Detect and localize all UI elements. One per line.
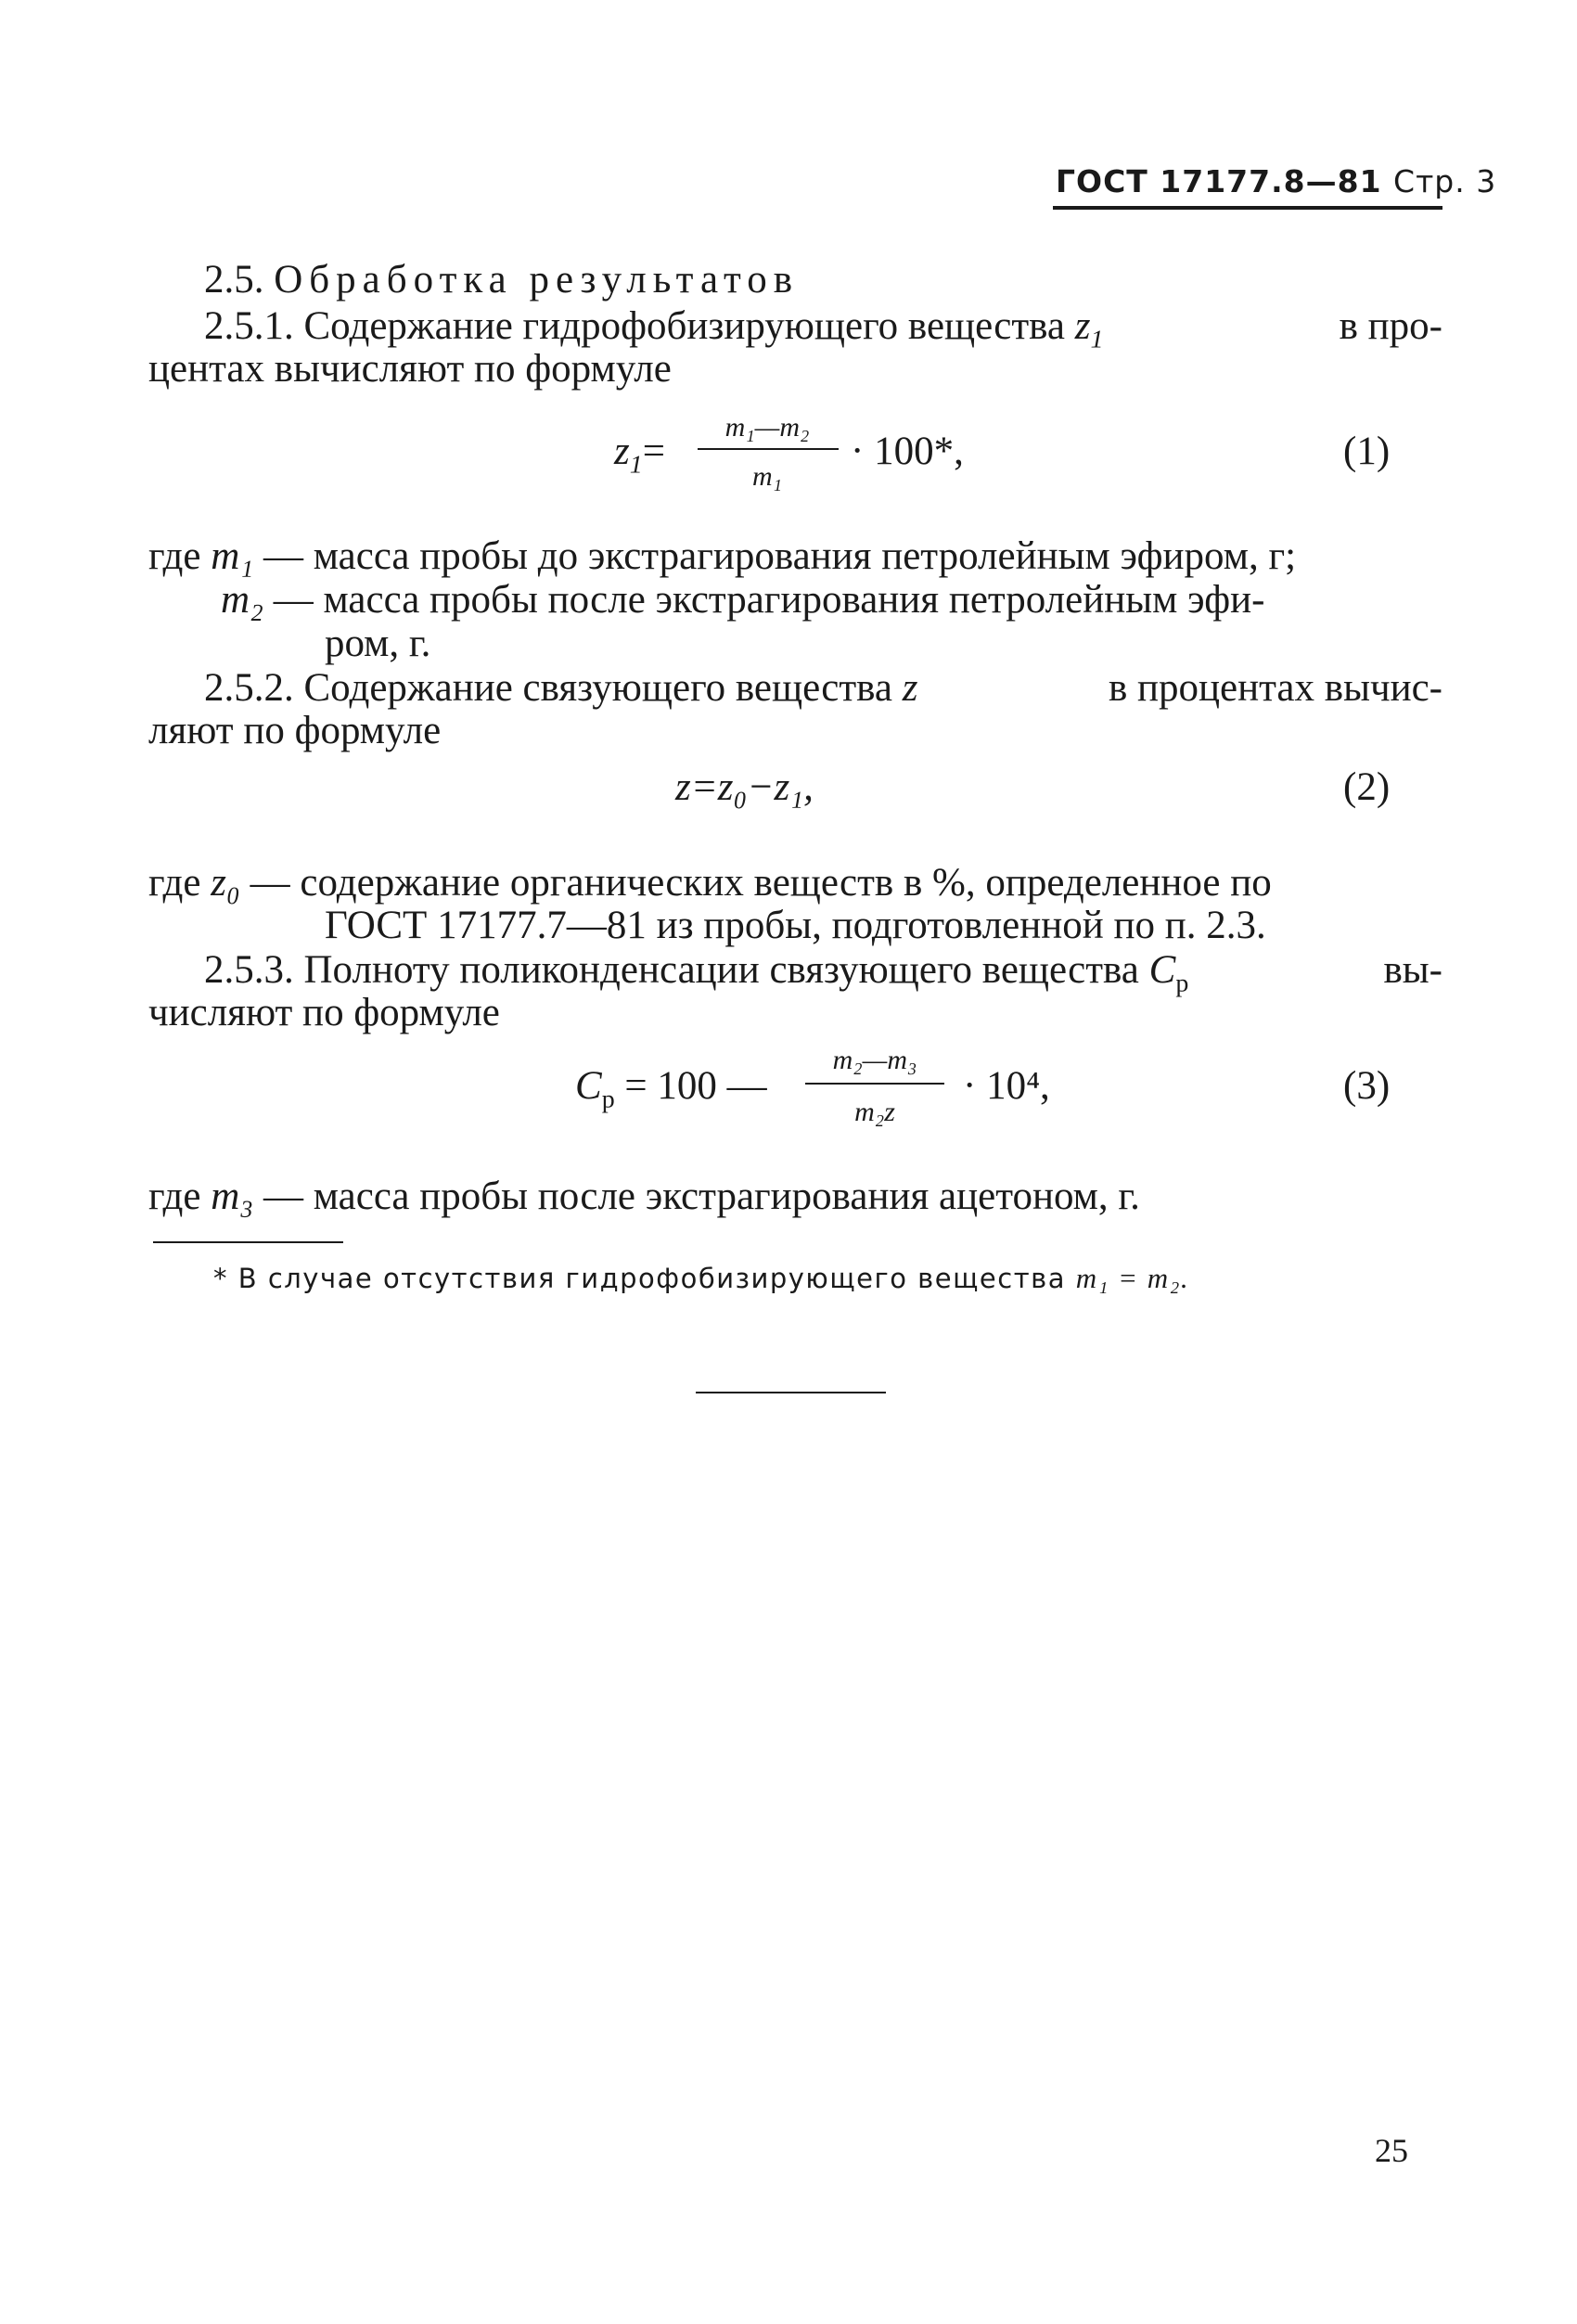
eq3-lhs: $C_р = 100$ — [575, 1064, 767, 1114]
p251-text-b: в про- [1339, 304, 1442, 348]
footnote-rule [153, 1241, 343, 1243]
p251-text-a: Содержание гидрофобизирующего вещества [303, 304, 1066, 348]
p253-line2: числяют по формуле [148, 991, 500, 1034]
footnote-expr: m₁ = m₂. [1075, 1262, 1190, 1294]
eq3-tail: · 10⁴, [963, 1064, 1050, 1108]
p252-number: 2.5.2. [204, 666, 294, 710]
header-rule [1053, 206, 1442, 210]
where2-line2: ГОСТ 17177.7—81 из пробы, подготовленной по п. 2.3. [325, 904, 1266, 947]
p251-line1 [204, 306, 1442, 353]
eq3-denominator: m₂z [854, 1097, 895, 1127]
eq1-fraction-bar [698, 448, 839, 450]
where1-m2-cont: ром, г. [325, 622, 431, 665]
p252-line2: ляют по формуле [148, 709, 442, 752]
where2-z0: где z₀ — содержание органических веществ в %, определенное по [148, 861, 1272, 905]
section-heading [204, 260, 799, 300]
eq2-expression: z=z₀−z₁, [675, 765, 814, 809]
end-rule [696, 1392, 886, 1393]
eq1-lhs: $z_1=$ [614, 430, 665, 480]
running-header [1056, 163, 1496, 199]
p251-line2: центах вычисляют по формуле [148, 347, 672, 391]
eq1-tail: · 100*, [851, 430, 964, 473]
var-m3: m₃ [211, 1175, 254, 1218]
footnote: * В случае отсутствия гидрофобизирующего вещества m₁ = m₂. [213, 1262, 1190, 1294]
where1-m1: где m₁ — масса пробы до экстрагирования петролейным эфиром, г; [148, 534, 1297, 578]
page-label: Стр. 3 [1393, 163, 1497, 199]
eq2-label: (2) [1343, 765, 1391, 809]
eq1-label: (1) [1343, 430, 1391, 473]
standard-id: ГОСТ 17177.8—81 [1056, 163, 1382, 199]
eq3-fraction-bar [805, 1083, 944, 1085]
p253-line1: 2.5.3. Полноту поликонденсации связующего вещества $C_р$ вы- [204, 948, 1442, 998]
p251-number: 2.5.1. [204, 304, 294, 348]
p253-number: 2.5.3. [204, 948, 294, 992]
p252-line1: 2.5.2. Содержание связующего вещества z в процентах вычис- [204, 666, 1442, 710]
eq3-numerator: m₂—m₃ [832, 1045, 917, 1075]
eq1-numerator: m₁—m₂ [724, 412, 810, 443]
var-cp: $C_р$ [1148, 948, 1189, 998]
var-m2: m₂ [221, 578, 264, 622]
where3-m3: где m₃ — масса пробы после экстрагирования ацетоном, г. [148, 1175, 1140, 1218]
eq1-denominator: m₁ [751, 461, 783, 492]
section-title: Обработка результатов [274, 258, 799, 302]
section-number: 2.5. [204, 258, 264, 302]
var-z: z [902, 666, 918, 710]
var-z0: z₀ [211, 861, 240, 905]
eq3-label: (3) [1343, 1064, 1391, 1108]
where1-m2: m₂ — масса пробы после экстрагирования петролейным эфи- [221, 578, 1265, 622]
var-m1: m₁ [211, 534, 254, 578]
page-number: 25 [1375, 2132, 1408, 2169]
var-z1: $z_1$ [1074, 304, 1104, 354]
